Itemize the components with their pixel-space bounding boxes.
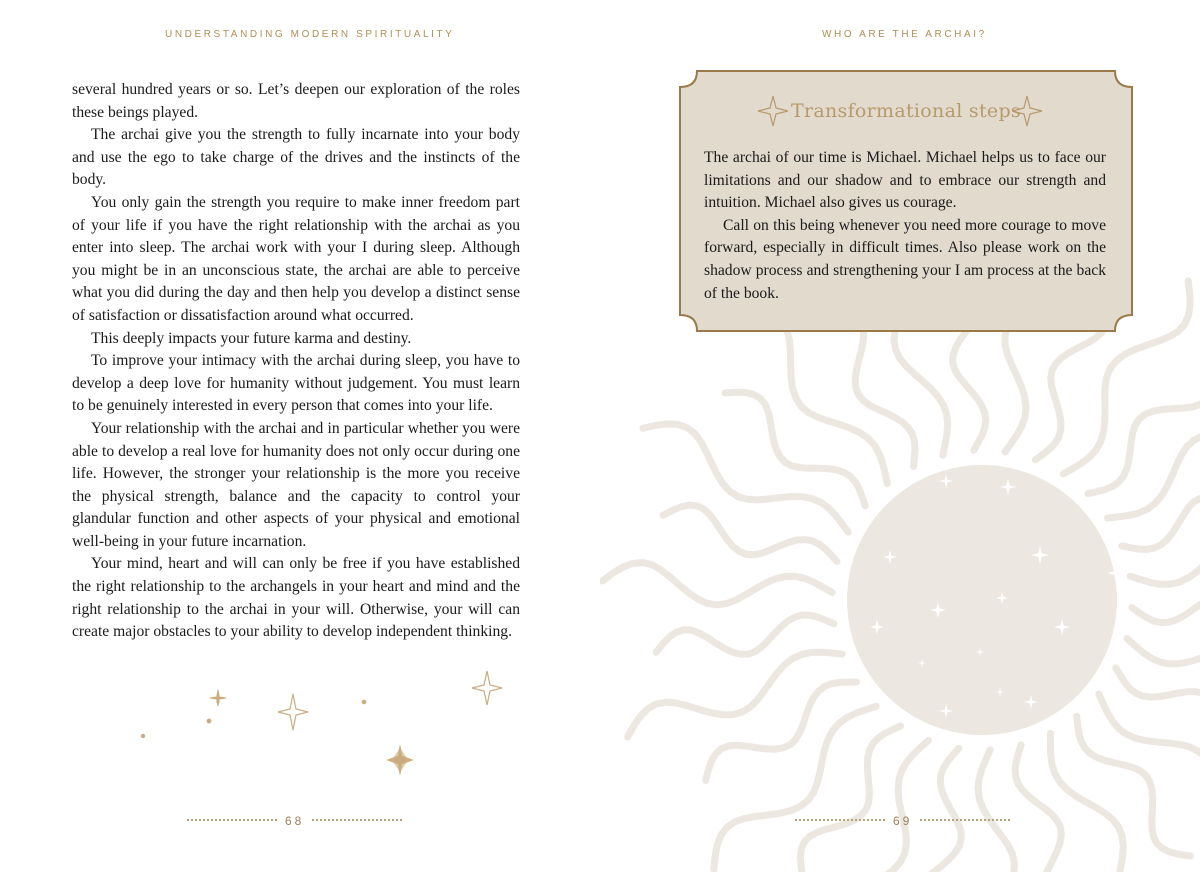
- paragraph: Your mind, heart and will can only be free if you have established the right relationship to the archangels in your heart and mind and the right relationship to the archai in your will. Otherwise, your will can create major obstacles to your ability to develop independent thinking.: [72, 555, 520, 641]
- sun-ray: [978, 750, 1014, 872]
- dotted-rule: [920, 819, 1010, 825]
- sun-disc: [847, 465, 1117, 735]
- dotted-rule: [312, 819, 402, 825]
- paragraph: The archai give you the strength to fully incarnate into your body and use the ego to take charge of the drives and the instincts of the body.: [72, 126, 520, 189]
- sun-ray: [800, 726, 900, 872]
- sun-ray: [1050, 734, 1155, 872]
- paragraph: To improve your intimacy with the archai during sleep, you have to develop a deep love for humanity without judgement. You must learn to be genuinely interested in every person that comes into your life.: [72, 352, 520, 415]
- sun-ray: [643, 424, 848, 532]
- sun-ray: [663, 505, 837, 562]
- dotted-rule: [795, 819, 885, 825]
- paragraph: Call on this being whenever you need more courage to move forward, especially in difficult times. Also please work on the shadow process and strengthening your I am process at the back of the book.: [704, 216, 1106, 302]
- transformational-steps-box: [679, 70, 1133, 332]
- sun-ray: [656, 615, 834, 654]
- sparkle-icon: [1096, 673, 1112, 689]
- star-dot: [362, 700, 367, 705]
- sun-ray: [839, 740, 928, 872]
- paragraph: Your relationship with the archai and in particular whether you were able to develop a real love for humanity does not only occur during one life. However, the stronger your relationship is the more you receive the physical strength, balance and the capacity to control your glandular function and other aspects of your physical and emotional well-being in your future incarnation.: [72, 419, 520, 550]
- sun-ray: [1132, 596, 1200, 633]
- paragraph: This deeply impacts your future karma and destiny.: [91, 329, 412, 347]
- right-page: [600, 0, 1200, 872]
- star-icon: [386, 744, 414, 776]
- sun-ray: [714, 706, 876, 869]
- sparkle-icon: [472, 671, 502, 705]
- sun-ray: [628, 652, 843, 737]
- sparkle-icon: [278, 694, 308, 730]
- paragraph: You only gain the strength you require to make inner freedom part of your life if you have the right relationship with the archai as you enter into sleep. The archai work with your I during sleep. Although you might be in an unconscious state, the archai are able to perceive what you did during the day and then help you develop a distinct sense of satisfaction or dissatisfaction around what occurred.: [72, 193, 520, 324]
- dotted-rule: [187, 819, 277, 825]
- sun-ray: [725, 392, 865, 506]
- sun-ray: [918, 748, 961, 872]
- page-number-right: [795, 814, 1010, 828]
- sun-ray: [1015, 745, 1068, 872]
- sparkle-icon: [210, 690, 226, 706]
- running-head-right: WHO ARE THE ARCHAI?: [822, 29, 987, 40]
- paragraph: several hundred years or so. Let’s deepen our exploration of the roles these beings played.: [72, 81, 520, 121]
- sun-ray: [603, 563, 833, 605]
- paragraph: The archai of our time is Michael. Michael helps us to face our limitations and our shadow and to embrace our strength and intuition. Michael also gives us courage.: [704, 149, 1106, 212]
- box-title: Transformational steps: [791, 100, 1021, 122]
- box-body-text: [704, 147, 1106, 305]
- star-dot: [207, 719, 212, 724]
- page-number-left: [187, 814, 402, 828]
- page-number: 68: [285, 814, 305, 828]
- running-head-left: UNDERSTANDING MODERN SPIRITUALITY: [165, 29, 455, 40]
- star-dot: [141, 734, 145, 738]
- page-number: 69: [893, 814, 913, 828]
